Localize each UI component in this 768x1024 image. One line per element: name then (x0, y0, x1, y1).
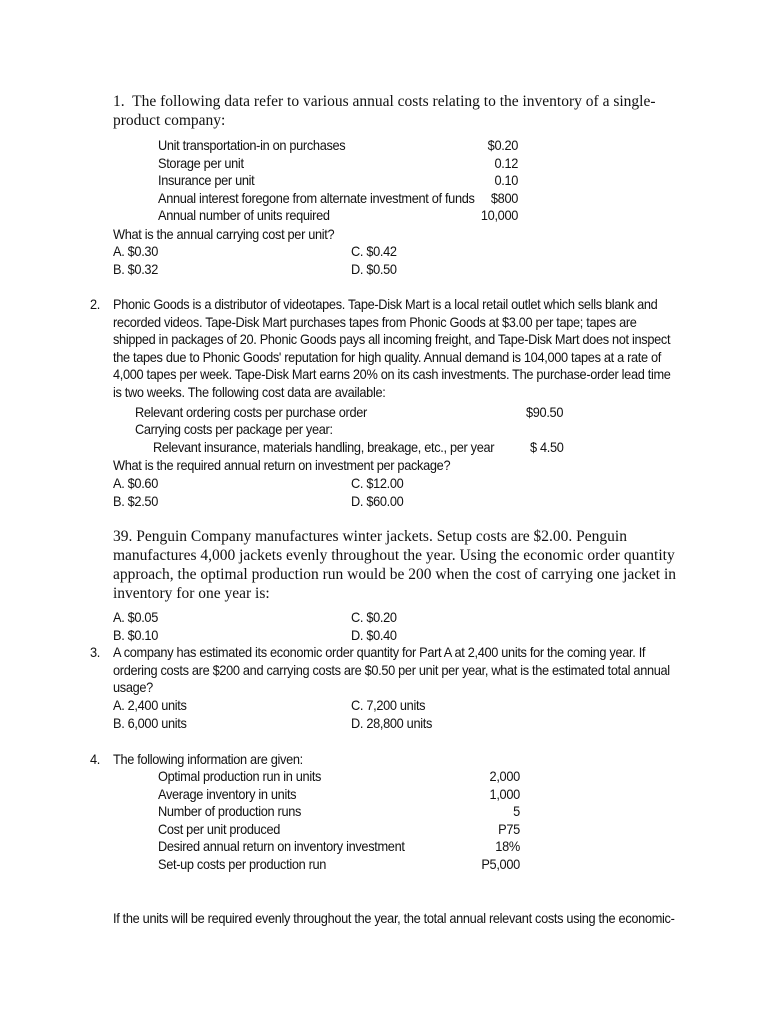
q3-option-b: B. 6,000 units (113, 716, 187, 731)
q39-line: 39. Penguin Company manufactures winter jackets. Setup costs are $2.00. Penguin (113, 528, 627, 545)
q1-item-row (158, 172, 518, 190)
q39-paragraph (113, 527, 676, 603)
q3-number: 3. (90, 645, 101, 660)
q3-option-a: A. 2,400 units (113, 698, 187, 713)
q1-item-label: Storage per unit (158, 155, 244, 171)
q4-item-value: 2,000 (489, 769, 520, 784)
q2-question: What is the required annual return on investment per package? (113, 458, 451, 473)
q4-item-row (158, 768, 520, 786)
q1-item-row (158, 207, 518, 225)
q4-item-label: Desired annual return on inventory investment (158, 839, 405, 854)
q1-item-value: $0.20 (487, 138, 519, 153)
q2-line: the tapes due to Phonic Goods' reputation for high quality. Annual demand is 104,000 tapes at a rate of (113, 349, 662, 365)
q1-item-label: Annual number of units required (158, 208, 330, 223)
q3-paragraph (113, 644, 670, 697)
q4-item-row (158, 803, 520, 821)
q2-option-a: A. $0.60 (113, 476, 158, 491)
q1-item-label: Insurance per unit (158, 173, 255, 188)
q4-number: 4. (90, 752, 101, 767)
q4-item-row (158, 838, 520, 856)
q2-line: Phonic Goods is a distributor of videotapes. Tape-Disk Mart is a local retail outlet which sells blank and (113, 297, 658, 312)
q1-option-d: D. $0.50 (351, 262, 397, 277)
q2-number: 2. (90, 297, 101, 312)
q2-option-c: C. $12.00 (351, 476, 404, 491)
q4-item-row (158, 821, 520, 839)
q4-closing-text: If the units will be required evenly throughout the year, the total annual relevant costs using the economic- (113, 911, 675, 926)
q4-item-label: Set-up costs per production run (158, 856, 327, 872)
q4-item-row (158, 856, 520, 874)
q1-number: 1. (113, 93, 125, 110)
q2-ordering-value: $90.50 (526, 405, 564, 420)
q3-line: usage? (113, 680, 153, 695)
q2-option-b: B. $2.50 (113, 494, 158, 509)
q3-line: ordering costs are $200 and carrying costs are $0.50 per unit per year, what is the estimated total annual (113, 662, 670, 678)
q2-insurance-value: $ 4.50 (530, 440, 564, 455)
q3-line: A company has estimated its economic order quantity for Part A at 2,400 units for the coming year. If (113, 645, 646, 660)
q3-option-c: C. 7,200 units (351, 698, 426, 713)
q1-item-row (158, 155, 518, 173)
q4-item-label: Number of production runs (158, 804, 302, 819)
q1-item-row (158, 190, 518, 208)
q39-line: inventory for one year is: (113, 585, 270, 602)
q1-item-value: $800 (490, 190, 519, 206)
q1-block (113, 92, 656, 130)
q2-insurance-label: Relevant insurance, materials handling, breakage, etc., per year (153, 440, 495, 455)
q1-option-c: C. $0.42 (351, 244, 397, 259)
q2-option-d: D. $60.00 (351, 494, 404, 509)
q1-text-line2: product company: (113, 112, 226, 129)
q2-line: is two weeks. The following cost data are available: (113, 384, 386, 400)
q39-line: manufactures 4,000 jackets evenly throughout the year. Using the economic order quantity (113, 547, 675, 564)
q4-item-label: Optimal production run in units (158, 769, 322, 784)
q1-item-label: Annual interest foregone from alternate investment of funds (158, 190, 475, 206)
q4-item-value: 18% (495, 839, 520, 854)
q1-option-b: B. $0.32 (113, 262, 158, 277)
q2-ordering-label: Relevant ordering costs per purchase order (135, 405, 367, 420)
q39-line: approach, the optimal production run would be 200 when the cost of carrying one jacket in (113, 566, 677, 583)
q2-line: 4,000 tapes per week. Tape-Disk Mart earns 20% on its cash investments. The purchase-order lead time (113, 367, 671, 382)
q1-items-table (158, 137, 518, 225)
q2-carrying-label: Carrying costs per package per year: (135, 422, 333, 437)
q39-option-d: D. $0.40 (351, 628, 397, 643)
q1-item-value: 0.12 (494, 155, 519, 171)
q4-item-value: 1,000 (489, 786, 520, 802)
q4-intro: The following information are given: (113, 752, 303, 767)
q1-question: What is the annual carrying cost per unit? (113, 227, 335, 242)
q1-option-a: A. $0.30 (113, 244, 158, 259)
q39-option-a: A. $0.05 (113, 610, 158, 625)
q4-item-value: P5,000 (481, 856, 520, 872)
q4-item-label: Average inventory in units (158, 786, 297, 802)
q2-line: shipped in packages of 20. Phonic Goods pays all incoming freight, and Tape-Disk Mart does not inspect (113, 332, 671, 347)
q2-line: recorded videos. Tape-Disk Mart purchases tapes from Phonic Goods at $3.00 per tape; tapes are (113, 314, 637, 330)
q1-item-label: Unit transportation-in on purchases (158, 138, 346, 153)
q4-item-label: Cost per unit produced (158, 821, 281, 837)
q3-option-d: D. 28,800 units (351, 716, 433, 731)
q4-item-value: 5 (513, 804, 520, 819)
q1-text-line1: The following data refer to various annual costs relating to the inventory of a single- (132, 93, 656, 110)
q2-paragraph (113, 296, 671, 401)
q39-option-c: C. $0.20 (351, 610, 397, 625)
q1-item-row (158, 137, 518, 155)
q4-item-row (158, 786, 520, 804)
q39-option-b: B. $0.10 (113, 628, 158, 643)
q4-item-value: P75 (498, 821, 520, 837)
q1-item-value: 0.10 (494, 173, 519, 188)
q1-item-value: 10,000 (480, 208, 519, 223)
q4-items-table (158, 768, 520, 873)
